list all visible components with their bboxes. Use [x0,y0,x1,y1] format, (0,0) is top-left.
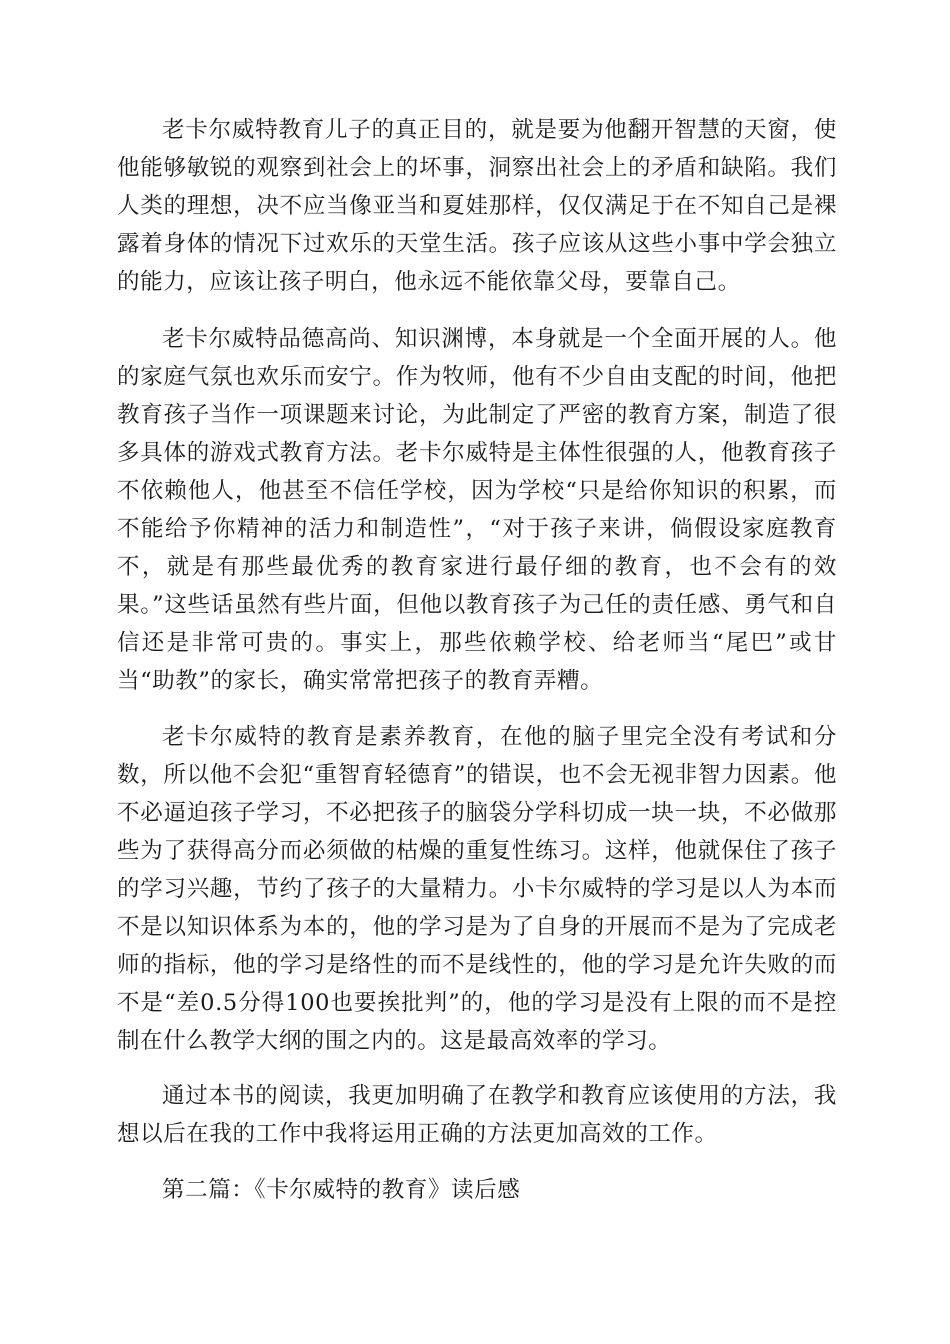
paragraph-1: 老卡尔威特教育儿子的真正目的，就是要为他翻开智慧的天窗，使他能够敏锐的观察到社会上的坏事，洞察出社会上的矛盾和缺陷。我们人类的理想，决不应当像亚当和夏娃那样，仅仅满足于在不知自己是裸露着身体的情况下过欢乐的天堂生活。孩子应该从这些小事中学会独立的能力，应该让孩子明白，他永远不能依靠父母，要靠自己。 [117,117,837,295]
paragraph-2: 老卡尔威特品德高尚、知识渊博，本身就是一个全面开展的人。他的家庭气氛也欢乐而安宁。作为牧师，他有不少自由支配的时间，他把教育孩子当作一项课题来讨论，为此制定了严密的教育方案，制造了很多具体的游戏式教育方法。老卡尔威特是主体性很强的人，他教育孩子不依赖他人，他甚至不信任学校，因为学校“只是给你知识的积累，而不能给予你精神的活力和制造性”，“对于孩子来讲，倘假设家庭教育不，就是有那些最优秀的教育家进行最仔细的教育，也不会有的效果。”这些话虽然有些片面，但他以教育孩子为己任的责任感、勇气和自信还是非常可贵的。事实上，那些依赖学校、给老师当“尾巴”或甘当“助教”的家长，确实常常把孩子的教育弄糟。 [117,326,837,694]
paragraph-4: 通过本书的阅读，我更加明确了在教学和教育应该使用的方法，我想以后在我的工作中我将运用正确的方法更加高效的工作。 [117,1083,837,1147]
section-heading: 第二篇：《卡尔威特的教育》读后感 [162,1177,521,1203]
paragraph-3: 老卡尔威特的教育是素养教育，在他的脑子里完全没有考试和分数，所以他不会犯“重智育轻德育”的错误，也不会无视非智力因素。他不必逼迫孩子学习，不必把孩子的脑袋分学科切成一块一块，不必做那些为了获得高分而必须做的枯燥的重复性练习。这样，他就保住了孩子的学习兴趣，节约了孩子的大量精力。小卡尔威特的学习是以人为本而不是以知识体系为本的，他的学习是为了自身的开展而不是为了完成老师的指标，他的学习是络性的而不是线性的，他的学习是允许失败的而不是“差0.5分得100也要挨批判”的，他的学习是没有上限的而不是控制在什么教学大纲的围之内的。这是最高效率的学习。 [117,724,837,1054]
